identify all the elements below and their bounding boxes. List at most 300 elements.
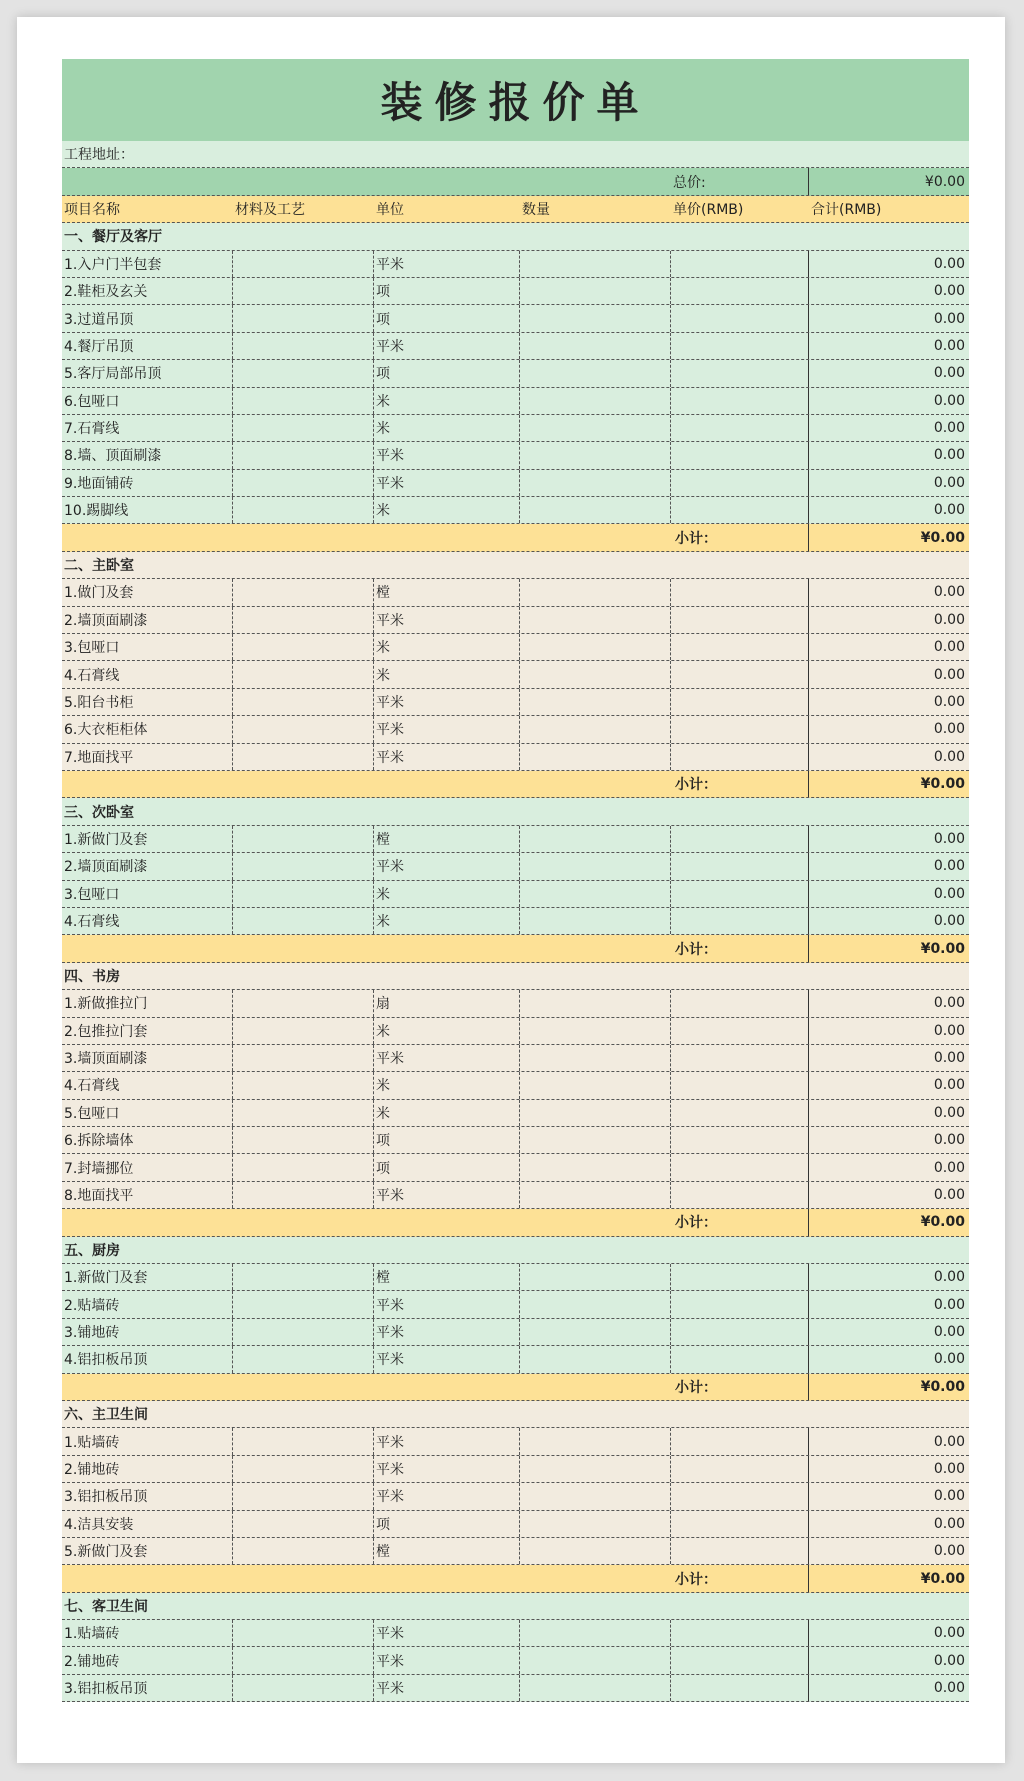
material-cell[interactable]: [233, 470, 374, 496]
item-name-cell[interactable]: 1.新做门及套: [62, 1264, 233, 1290]
total-spacer-4: [520, 168, 671, 194]
unit-cell[interactable]: 米: [374, 415, 520, 441]
amount-cell[interactable]: 0.00: [933, 1488, 965, 1505]
unit-cell[interactable]: 米: [374, 1018, 520, 1044]
quantity-cell[interactable]: [520, 1456, 671, 1482]
amount-cell[interactable]: 0.00: [933, 1652, 965, 1669]
material-cell[interactable]: [233, 1072, 374, 1098]
unit-cell[interactable]: 平米: [374, 1483, 520, 1509]
item-name-cell[interactable]: 1.新做推拉门: [62, 990, 233, 1016]
unit-price-cell[interactable]: [671, 1264, 809, 1290]
subtotal-label: 小计：: [671, 771, 809, 797]
unit-cell[interactable]: 平米: [374, 716, 520, 742]
material-cell[interactable]: [233, 1675, 374, 1701]
unit-price-cell[interactable]: [671, 1319, 809, 1345]
quantity-cell[interactable]: [520, 1127, 671, 1153]
item-name-cell[interactable]: 5.阳台书柜: [62, 689, 233, 715]
item-name-cell[interactable]: 1.贴墙砖: [62, 1620, 233, 1646]
quantity-cell[interactable]: [520, 607, 671, 633]
unit-price-cell[interactable]: [671, 1647, 809, 1673]
amount-cell[interactable]: 0.00: [933, 1132, 965, 1149]
subtotal-spacer: [374, 524, 520, 550]
material-cell[interactable]: [233, 607, 374, 633]
subtotal-spacer: [520, 524, 671, 550]
unit-price-cell[interactable]: [671, 1511, 809, 1537]
item-name-cell[interactable]: 6.大衣柜柜体: [62, 716, 233, 742]
amount-cell[interactable]: 0.00: [933, 1433, 965, 1450]
material-cell[interactable]: [233, 360, 374, 386]
table-row: [62, 278, 969, 305]
amount-cell[interactable]: 0.00: [933, 694, 965, 710]
unit-price-cell[interactable]: [671, 1428, 809, 1454]
unit-price-cell[interactable]: [671, 1072, 809, 1098]
material-cell[interactable]: [233, 689, 374, 715]
unit-price-cell[interactable]: [671, 1182, 809, 1208]
quantity-cell[interactable]: [520, 990, 671, 1016]
material-cell[interactable]: [233, 1154, 374, 1180]
subtotal-spacer: [233, 1374, 374, 1400]
unit-price-cell[interactable]: [671, 1127, 809, 1153]
amount-cell[interactable]: 0.00: [933, 1022, 965, 1039]
amount-cell[interactable]: 0.00: [933, 885, 965, 902]
unit-cell[interactable]: 樘: [374, 826, 520, 852]
amount-cell[interactable]: 0.00: [933, 392, 965, 409]
unit-price-cell[interactable]: [671, 853, 809, 879]
item-name-cell[interactable]: 6.包哑口: [62, 388, 233, 414]
unit-cell[interactable]: 平米: [374, 1647, 520, 1673]
unit-cell[interactable]: 平米: [374, 689, 520, 715]
amount-cell[interactable]: 0.00: [933, 502, 965, 519]
unit-price-cell[interactable]: [671, 634, 809, 660]
material-cell[interactable]: [233, 1018, 374, 1044]
section-header: [62, 963, 969, 990]
subtotal-value[interactable]: ¥0.00: [920, 529, 965, 546]
material-cell[interactable]: [233, 388, 374, 414]
unit-price-cell[interactable]: [671, 442, 809, 468]
material-cell[interactable]: [233, 1428, 374, 1454]
unit-price-cell[interactable]: [671, 415, 809, 441]
subtotal-spacer: [62, 1209, 233, 1235]
quantity-cell[interactable]: [520, 442, 671, 468]
quantity-cell[interactable]: [520, 661, 671, 687]
quantity-cell[interactable]: [520, 1045, 671, 1071]
material-cell[interactable]: [233, 1511, 374, 1537]
unit-cell[interactable]: 平米: [374, 1291, 520, 1317]
material-cell[interactable]: [233, 579, 374, 605]
amount-cell[interactable]: 0.00: [933, 858, 965, 875]
quantity-cell[interactable]: [520, 579, 671, 605]
section-header: [62, 1593, 969, 1620]
unit-price-cell[interactable]: [671, 1018, 809, 1044]
subtotal-spacer: [62, 1565, 233, 1591]
amount-cell[interactable]: 0.00: [933, 1077, 965, 1094]
unit-cell[interactable]: 米: [374, 1100, 520, 1126]
unit-cell[interactable]: 平米: [374, 853, 520, 879]
quantity-cell[interactable]: [520, 333, 671, 359]
amount-cell[interactable]: 0.00: [933, 447, 965, 464]
item-name-cell[interactable]: 6.拆除墙体: [62, 1127, 233, 1153]
material-cell[interactable]: [233, 661, 374, 687]
unit-price-cell[interactable]: [671, 388, 809, 414]
quantity-cell[interactable]: [520, 388, 671, 414]
unit-cell[interactable]: 樘: [374, 1538, 520, 1564]
unit-price-cell[interactable]: [671, 251, 809, 277]
material-cell[interactable]: [233, 278, 374, 304]
material-cell[interactable]: [233, 1045, 374, 1071]
unit-cell[interactable]: 项: [374, 1127, 520, 1153]
section-title: 七、客卫生间: [64, 1598, 148, 1615]
item-name-cell[interactable]: 2.墙顶面刷漆: [62, 853, 233, 879]
unit-price-cell[interactable]: [671, 1483, 809, 1509]
table-row: [62, 1428, 969, 1455]
quantity-cell[interactable]: [520, 1620, 671, 1646]
amount-cell[interactable]: 0.00: [933, 1050, 965, 1067]
item-name-cell[interactable]: 5.包哑口: [62, 1100, 233, 1126]
unit-cell[interactable]: 米: [374, 1072, 520, 1098]
subtotal-spacer: [374, 1209, 520, 1235]
quantity-cell[interactable]: [520, 251, 671, 277]
item-name-cell[interactable]: 5.客厅局部吊顶: [62, 360, 233, 386]
item-name-cell[interactable]: 1.入户门半包套: [62, 251, 233, 277]
material-cell[interactable]: [233, 1483, 374, 1509]
amount-cell[interactable]: 0.00: [933, 639, 965, 656]
table-row: [62, 1456, 969, 1483]
material-cell[interactable]: [233, 1127, 374, 1153]
unit-cell[interactable]: 平米: [374, 1456, 520, 1482]
item-name-cell[interactable]: 2.鞋柜及玄关: [62, 278, 233, 304]
material-cell[interactable]: [233, 990, 374, 1016]
quantity-cell[interactable]: [520, 1291, 671, 1317]
quantity-cell[interactable]: [520, 1100, 671, 1126]
material-cell[interactable]: [233, 333, 374, 359]
quantity-cell[interactable]: [520, 744, 671, 770]
table-row: [62, 415, 969, 442]
quantity-cell[interactable]: [520, 1018, 671, 1044]
quantity-cell[interactable]: [520, 470, 671, 496]
item-name-cell[interactable]: 1.新做门及套: [62, 826, 233, 852]
item-name-cell[interactable]: 9.地面铺砖: [62, 470, 233, 496]
unit-price-cell[interactable]: [671, 470, 809, 496]
subtotal-spacer: [62, 935, 233, 961]
amount-cell[interactable]: 0.00: [933, 1269, 965, 1286]
quantity-cell[interactable]: [520, 826, 671, 852]
amount-cell[interactable]: 0.00: [933, 1515, 965, 1532]
table-row: [62, 881, 969, 908]
col-header-unit: 单位: [376, 201, 404, 218]
amount-cell[interactable]: 0.00: [933, 283, 965, 300]
unit-price-cell[interactable]: [671, 278, 809, 304]
quantity-cell[interactable]: [520, 908, 671, 934]
item-name-cell[interactable]: 4.石膏线: [62, 661, 233, 687]
unit-price-cell[interactable]: [671, 826, 809, 852]
address-row: [62, 141, 969, 168]
item-name-cell[interactable]: 2.铺地砖: [62, 1456, 233, 1482]
unit-price-cell[interactable]: [671, 360, 809, 386]
quantity-cell[interactable]: [520, 1483, 671, 1509]
unit-cell[interactable]: 平米: [374, 744, 520, 770]
material-cell[interactable]: [233, 1538, 374, 1564]
material-cell[interactable]: [233, 442, 374, 468]
unit-cell[interactable]: 米: [374, 908, 520, 934]
unit-price-cell[interactable]: [671, 990, 809, 1016]
material-cell[interactable]: [233, 853, 374, 879]
item-name-cell[interactable]: 10.踢脚线: [62, 497, 233, 523]
material-cell[interactable]: [233, 415, 374, 441]
quantity-cell[interactable]: [520, 1072, 671, 1098]
subtotal-spacer: [374, 1565, 520, 1591]
total-spacer-2: [233, 168, 374, 194]
item-name-cell[interactable]: 2.铺地砖: [62, 1647, 233, 1673]
amount-cell[interactable]: 0.00: [933, 1460, 965, 1477]
unit-price-cell[interactable]: [671, 1291, 809, 1317]
subtotal-value[interactable]: ¥0.00: [920, 1214, 965, 1231]
unit-cell[interactable]: 米: [374, 661, 520, 687]
table-row: [62, 607, 969, 634]
quantity-cell[interactable]: [520, 853, 671, 879]
item-name-cell[interactable]: 4.餐厅吊顶: [62, 333, 233, 359]
amount-cell[interactable]: 0.00: [933, 337, 965, 354]
quantity-cell[interactable]: [520, 1675, 671, 1701]
material-cell[interactable]: [233, 1456, 374, 1482]
table-row: [62, 908, 969, 935]
subtotal-value[interactable]: ¥0.00: [920, 940, 965, 957]
quantity-cell[interactable]: [520, 716, 671, 742]
unit-cell[interactable]: 米: [374, 497, 520, 523]
section-header: [62, 798, 969, 825]
quantity-cell[interactable]: [520, 1154, 671, 1180]
subtotal-spacer: [62, 524, 233, 550]
subtotal-label: 小计：: [671, 1209, 809, 1235]
item-name-cell[interactable]: 3.过道吊顶: [62, 305, 233, 331]
unit-price-cell[interactable]: [671, 881, 809, 907]
quantity-cell[interactable]: [520, 1346, 671, 1372]
table-row: [62, 1045, 969, 1072]
item-name-cell[interactable]: 1.做门及套: [62, 579, 233, 605]
quantity-cell[interactable]: [520, 1319, 671, 1345]
unit-cell[interactable]: 平米: [374, 1428, 520, 1454]
item-name-cell[interactable]: 8.墙、顶面刷漆: [62, 442, 233, 468]
amount-cell[interactable]: 0.00: [933, 1351, 965, 1368]
item-name-cell[interactable]: 7.石膏线: [62, 415, 233, 441]
unit-price-cell[interactable]: [671, 607, 809, 633]
material-cell[interactable]: [233, 1182, 374, 1208]
material-cell[interactable]: [233, 1647, 374, 1673]
material-cell[interactable]: [233, 881, 374, 907]
amount-cell[interactable]: 0.00: [933, 1323, 965, 1340]
unit-price-cell[interactable]: [671, 1100, 809, 1126]
material-cell[interactable]: [233, 908, 374, 934]
section-header: [62, 552, 969, 579]
subtotal-row: [62, 1209, 969, 1236]
item-name-cell[interactable]: 3.包哑口: [62, 881, 233, 907]
quantity-cell[interactable]: [520, 881, 671, 907]
quantity-cell[interactable]: [520, 634, 671, 660]
unit-cell[interactable]: 米: [374, 881, 520, 907]
unit-price-cell[interactable]: [671, 333, 809, 359]
unit-cell[interactable]: 扇: [374, 990, 520, 1016]
table-row: [62, 1291, 969, 1318]
amount-cell[interactable]: 0.00: [933, 1625, 965, 1642]
table-row: [62, 333, 969, 360]
unit-cell[interactable]: 项: [374, 1511, 520, 1537]
subtotal-row: [62, 1565, 969, 1592]
item-name-cell[interactable]: 4.石膏线: [62, 1072, 233, 1098]
subtotal-value[interactable]: ¥0.00: [920, 1378, 965, 1395]
amount-cell[interactable]: 0.00: [933, 1543, 965, 1560]
amount-cell[interactable]: 0.00: [933, 748, 965, 765]
table-row: [62, 442, 969, 469]
item-name-cell[interactable]: 4.石膏线: [62, 908, 233, 934]
unit-cell[interactable]: 平米: [374, 1346, 520, 1372]
subtotal-label: 小计：: [671, 1374, 809, 1400]
amount-cell[interactable]: 0.00: [933, 474, 965, 491]
unit-price-cell[interactable]: [671, 1456, 809, 1482]
amount-cell[interactable]: 0.00: [933, 1187, 965, 1204]
unit-cell[interactable]: 平米: [374, 251, 520, 277]
quantity-cell[interactable]: [520, 415, 671, 441]
material-cell[interactable]: [233, 251, 374, 277]
subtotal-row: [62, 935, 969, 962]
unit-price-cell[interactable]: [671, 744, 809, 770]
unit-cell[interactable]: 平米: [374, 1675, 520, 1701]
quantity-cell[interactable]: [520, 1647, 671, 1673]
item-name-cell[interactable]: 3.铺地砖: [62, 1319, 233, 1345]
unit-cell[interactable]: 樘: [374, 1264, 520, 1290]
unit-price-cell[interactable]: [671, 1538, 809, 1564]
unit-cell[interactable]: 项: [374, 278, 520, 304]
amount-cell[interactable]: 0.00: [933, 584, 965, 601]
material-cell[interactable]: [233, 1319, 374, 1345]
item-name-cell[interactable]: 7.封墙挪位: [62, 1154, 233, 1180]
amount-cell[interactable]: 0.00: [933, 420, 965, 437]
item-name-cell[interactable]: 3.包哑口: [62, 634, 233, 660]
unit-price-cell[interactable]: [671, 1346, 809, 1372]
unit-price-cell[interactable]: [671, 716, 809, 742]
subtotal-value[interactable]: ¥0.00: [920, 1570, 965, 1587]
unit-cell[interactable]: 平米: [374, 1045, 520, 1071]
address-label[interactable]: 工程地址：: [64, 147, 134, 164]
quantity-cell[interactable]: [520, 689, 671, 715]
item-name-cell[interactable]: 3.铝扣板吊顶: [62, 1675, 233, 1701]
item-name-cell[interactable]: 7.地面找平: [62, 744, 233, 770]
subtotal-value[interactable]: ¥0.00: [920, 776, 965, 793]
material-cell[interactable]: [233, 744, 374, 770]
unit-price-cell[interactable]: [671, 689, 809, 715]
amount-cell[interactable]: 0.00: [933, 255, 965, 272]
material-cell[interactable]: [233, 497, 374, 523]
unit-cell[interactable]: 平米: [374, 470, 520, 496]
item-name-cell[interactable]: 1.贴墙砖: [62, 1428, 233, 1454]
material-cell[interactable]: [233, 1100, 374, 1126]
quantity-cell[interactable]: [520, 1428, 671, 1454]
amount-cell[interactable]: 0.00: [933, 310, 965, 327]
unit-price-cell[interactable]: [671, 661, 809, 687]
item-name-cell[interactable]: 5.新做门及套: [62, 1538, 233, 1564]
item-name-cell[interactable]: 8.地面找平: [62, 1182, 233, 1208]
unit-cell[interactable]: 樘: [374, 579, 520, 605]
item-name-cell[interactable]: 2.墙顶面刷漆: [62, 607, 233, 633]
amount-cell[interactable]: 0.00: [933, 1104, 965, 1121]
quantity-cell[interactable]: [520, 305, 671, 331]
amount-cell[interactable]: 0.00: [933, 830, 965, 847]
total-value[interactable]: ¥0.00: [924, 173, 965, 190]
unit-price-cell[interactable]: [671, 908, 809, 934]
unit-cell[interactable]: 平米: [374, 1319, 520, 1345]
amount-cell[interactable]: 0.00: [933, 913, 965, 930]
quantity-cell[interactable]: [520, 1264, 671, 1290]
amount-cell[interactable]: 0.00: [933, 666, 965, 683]
subtotal-spacer: [62, 771, 233, 797]
table-row: [62, 1511, 969, 1538]
section-title: 四、书房: [64, 968, 120, 985]
section-title: 六、主卫生间: [64, 1407, 148, 1424]
quotation-sheet: [62, 59, 969, 1702]
unit-cell[interactable]: 项: [374, 1154, 520, 1180]
subtotal-label: 小计：: [671, 524, 809, 550]
total-label: 总价:: [671, 168, 809, 194]
unit-cell[interactable]: 米: [374, 388, 520, 414]
table-row: [62, 1647, 969, 1674]
unit-price-cell[interactable]: [671, 497, 809, 523]
item-name-cell[interactable]: 3.墙顶面刷漆: [62, 1045, 233, 1071]
unit-cell[interactable]: 平米: [374, 333, 520, 359]
amount-cell[interactable]: 0.00: [933, 1296, 965, 1313]
material-cell[interactable]: [233, 305, 374, 331]
item-name-cell[interactable]: 2.贴墙砖: [62, 1291, 233, 1317]
material-cell[interactable]: [233, 1620, 374, 1646]
amount-cell[interactable]: 0.00: [933, 1680, 965, 1697]
quantity-cell[interactable]: [520, 360, 671, 386]
material-cell[interactable]: [233, 1291, 374, 1317]
unit-price-cell[interactable]: [671, 579, 809, 605]
unit-price-cell[interactable]: [671, 305, 809, 331]
unit-cell[interactable]: 平米: [374, 1620, 520, 1646]
unit-cell[interactable]: 项: [374, 305, 520, 331]
material-cell[interactable]: [233, 634, 374, 660]
quantity-cell[interactable]: [520, 1511, 671, 1537]
amount-cell[interactable]: 0.00: [933, 365, 965, 382]
amount-cell[interactable]: 0.00: [933, 721, 965, 738]
quantity-cell[interactable]: [520, 1182, 671, 1208]
unit-price-cell[interactable]: [671, 1620, 809, 1646]
unit-cell[interactable]: 平米: [374, 442, 520, 468]
material-cell[interactable]: [233, 826, 374, 852]
material-cell[interactable]: [233, 1264, 374, 1290]
unit-cell[interactable]: 项: [374, 360, 520, 386]
unit-cell[interactable]: 米: [374, 634, 520, 660]
item-name-cell[interactable]: 3.铝扣板吊顶: [62, 1483, 233, 1509]
unit-price-cell[interactable]: [671, 1045, 809, 1071]
unit-cell[interactable]: 平米: [374, 1182, 520, 1208]
sections: [62, 223, 969, 1702]
amount-cell[interactable]: 0.00: [933, 611, 965, 628]
material-cell[interactable]: [233, 1346, 374, 1372]
unit-price-cell[interactable]: [671, 1675, 809, 1701]
material-cell[interactable]: [233, 716, 374, 742]
quantity-cell[interactable]: [520, 1538, 671, 1564]
amount-cell[interactable]: 0.00: [933, 995, 965, 1012]
unit-price-cell[interactable]: [671, 1154, 809, 1180]
amount-cell[interactable]: 0.00: [933, 1159, 965, 1176]
item-name-cell[interactable]: 4.铝扣板吊顶: [62, 1346, 233, 1372]
item-name-cell[interactable]: 2.包推拉门套: [62, 1018, 233, 1044]
quantity-cell[interactable]: [520, 278, 671, 304]
item-name-cell[interactable]: 4.洁具安装: [62, 1511, 233, 1537]
unit-cell[interactable]: 平米: [374, 607, 520, 633]
table-row: [62, 990, 969, 1017]
quantity-cell[interactable]: [520, 497, 671, 523]
table-row: [62, 1018, 969, 1045]
